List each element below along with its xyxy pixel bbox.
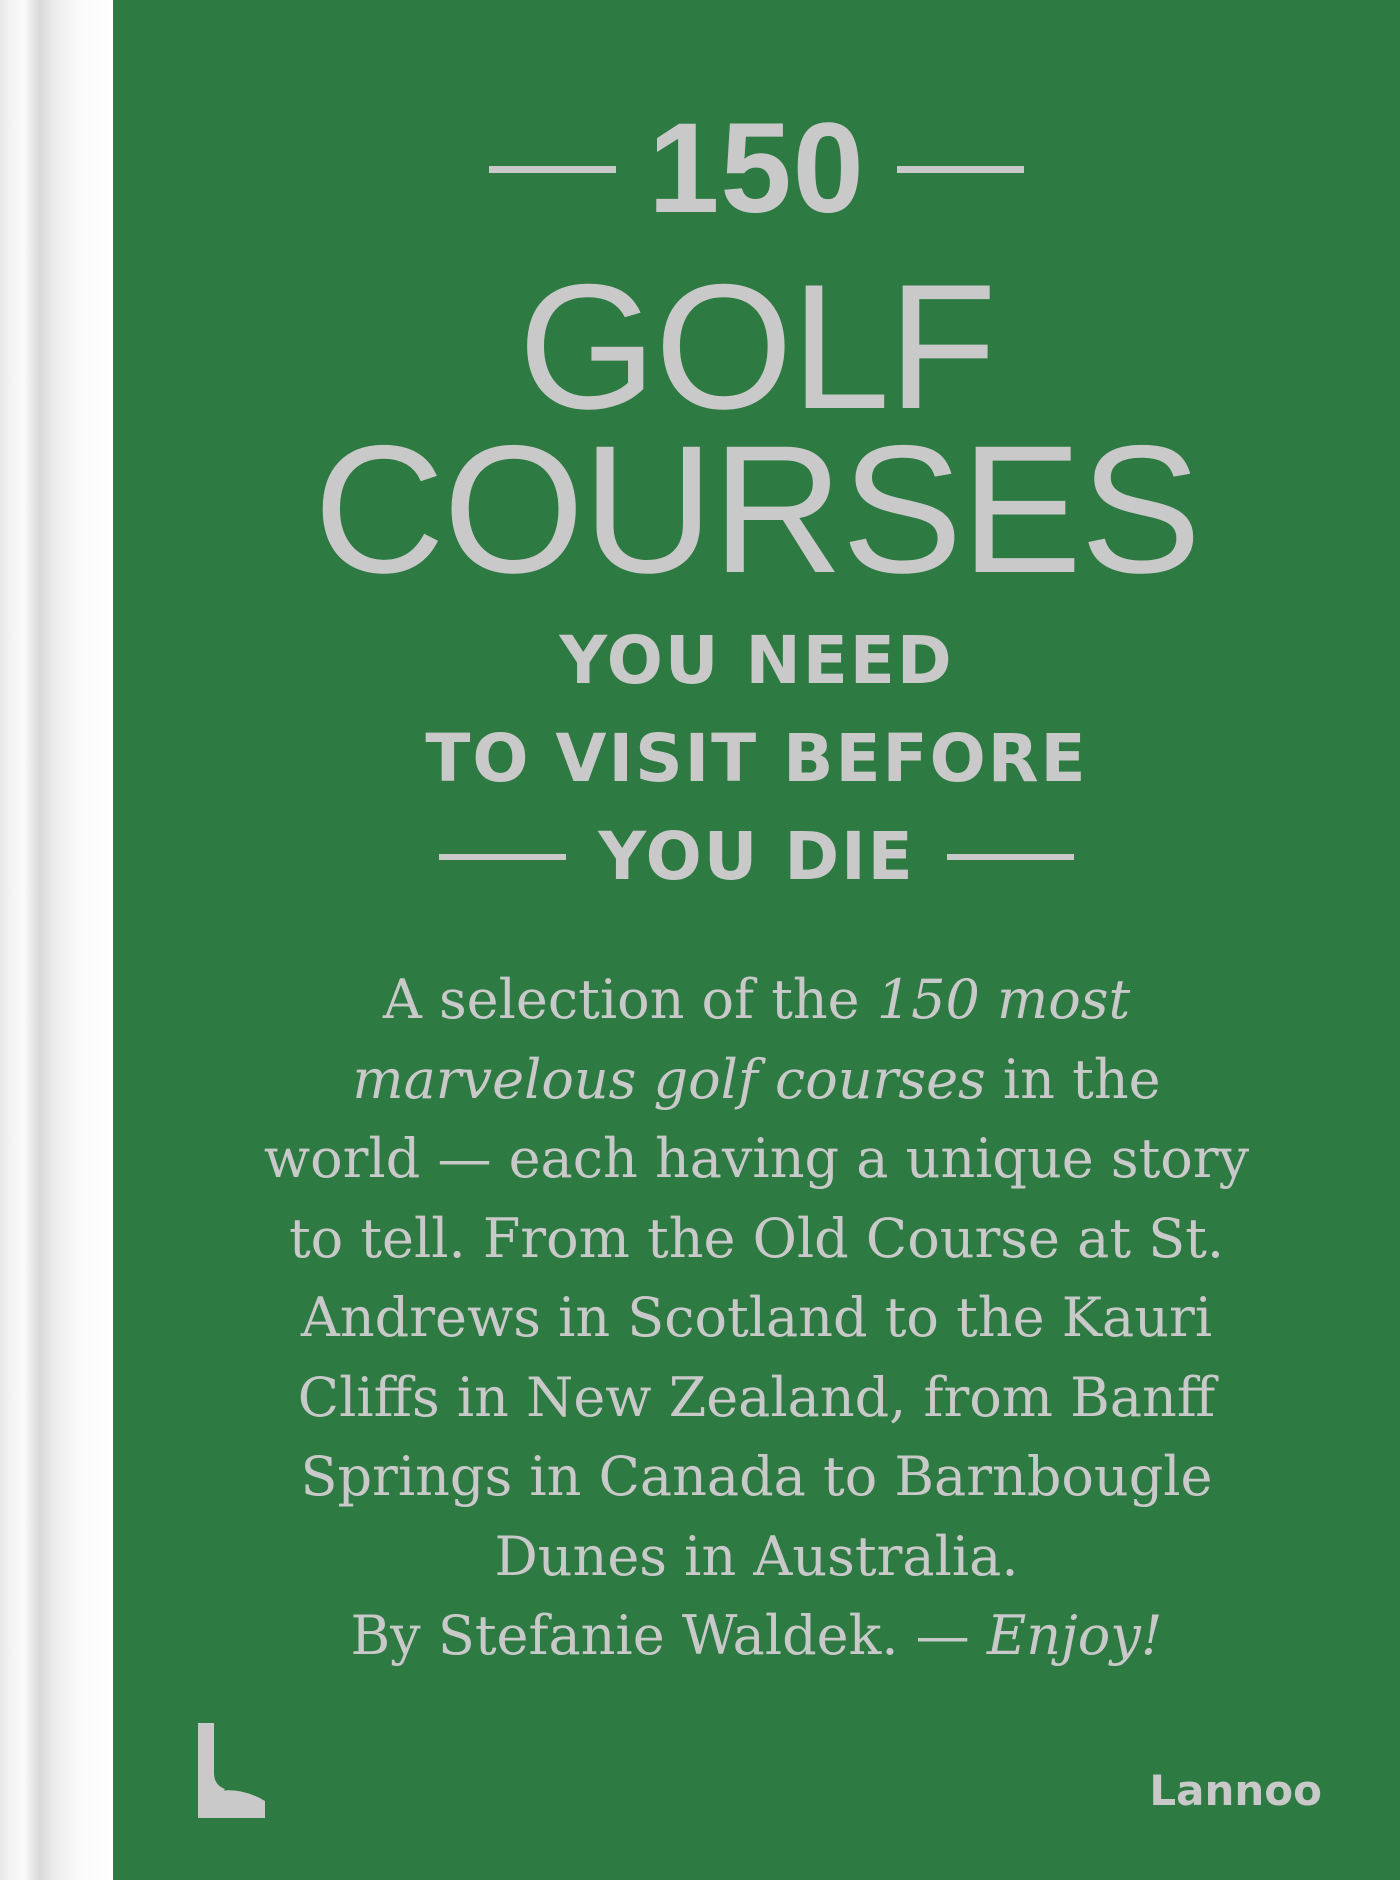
cover-blurb xyxy=(183,960,1330,1676)
blurb-line: to tell. From the Old Course at St. xyxy=(288,1206,1225,1270)
subtitle-line-3: YOU DIE xyxy=(598,818,915,895)
blurb-italic: marvelous golf courses xyxy=(352,1047,986,1111)
blurb-line xyxy=(183,1596,1330,1676)
blurb-line xyxy=(183,960,1330,1040)
number-heading xyxy=(113,97,1400,240)
subtitle-line-2: TO VISIT BEFORE xyxy=(425,720,1088,797)
book-spine xyxy=(0,0,113,1880)
blurb-text: By Stefanie Waldek. — xyxy=(350,1604,987,1667)
blurb-italic: Enjoy! xyxy=(986,1604,1163,1667)
left-rule xyxy=(439,854,566,860)
title-courses: COURSES xyxy=(313,407,1200,611)
right-rule xyxy=(897,166,1024,173)
blurb-line: Dunes in Australia. xyxy=(494,1524,1019,1588)
blurb-line: Cliffs in New Zealand, from Banff xyxy=(297,1365,1216,1429)
blurb-text: in the xyxy=(985,1047,1161,1111)
left-rule xyxy=(489,166,616,173)
blurb-line: Andrews in Scotland to the Kauri xyxy=(300,1286,1213,1349)
publisher-name: Lannoo xyxy=(1149,1766,1322,1815)
title-golf: GOLF xyxy=(518,247,995,446)
lannoo-l-logo-icon xyxy=(195,1723,265,1818)
subtitle-line-3-row xyxy=(113,818,1400,895)
blurb-line: Springs in Canada to Barnbougle xyxy=(300,1445,1213,1508)
subtitle-line-1: YOU NEED xyxy=(559,622,954,699)
blurb-line: world — each having a unique story xyxy=(263,1127,1250,1190)
blurb-italic: 150 most xyxy=(876,968,1131,1031)
book-cover xyxy=(113,0,1400,1880)
blurb-line xyxy=(183,1040,1330,1120)
blurb-text: A selection of the xyxy=(382,968,877,1031)
right-rule xyxy=(947,854,1074,860)
number-150: 150 xyxy=(648,97,865,240)
